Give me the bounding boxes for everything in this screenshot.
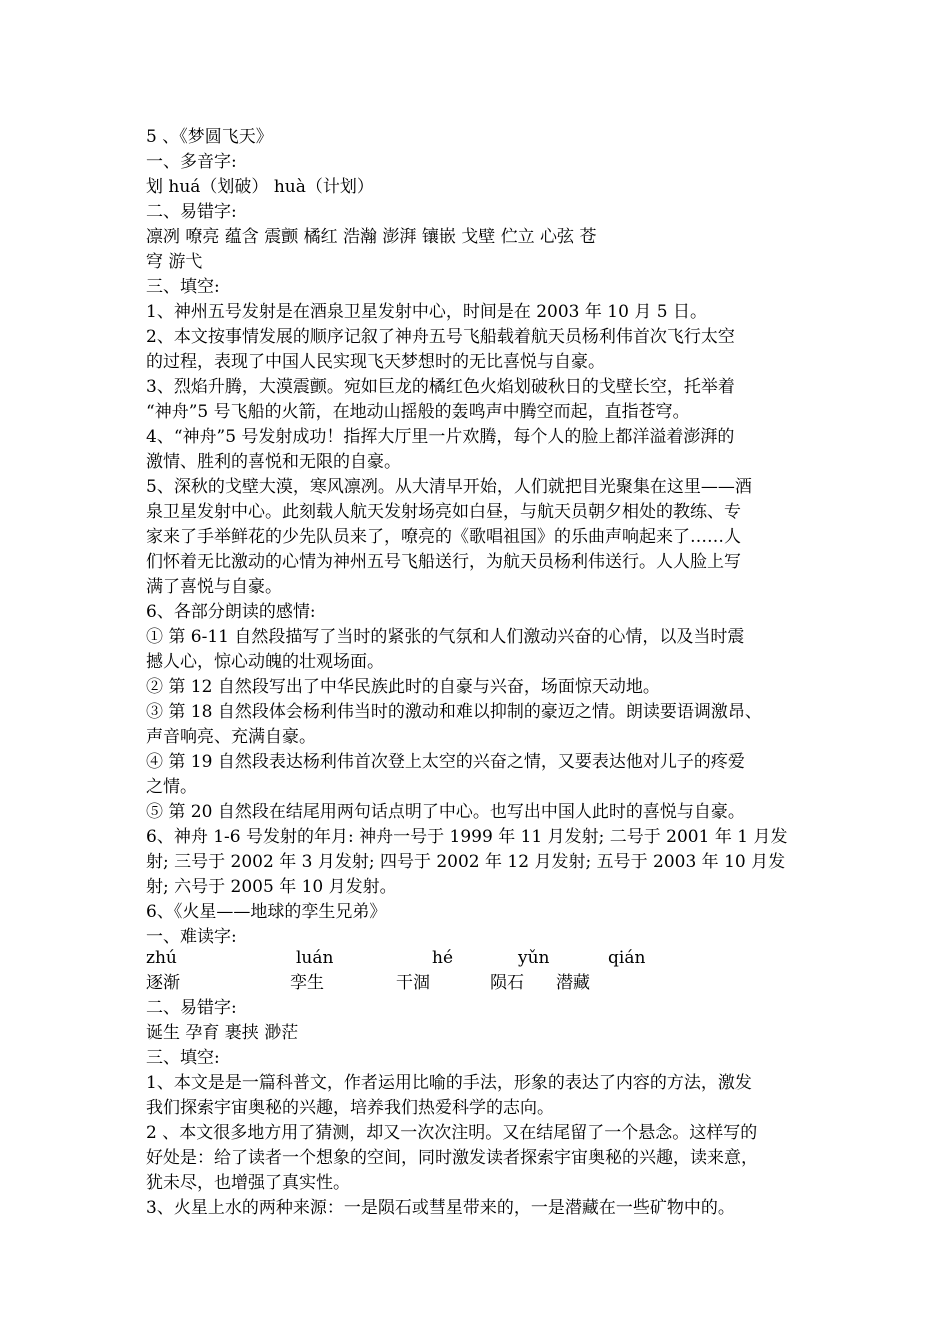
pinyin-qian: qián — [608, 948, 646, 968]
text-line: 家来了手举鲜花的少先队员来了，嘹亮的《歌唱祖国》的乐曲声响起来了……人 — [146, 527, 741, 547]
text-line: ② 第 12 自然段写出了中华民族此时的自豪与兴奋，场面惊天动地。 — [146, 677, 660, 697]
text-line: ③ 第 18 自然段体会杨利伟当时的激动和难以抑制的豪迈之情。朗读要语调激昂、 — [146, 702, 762, 722]
text-line: 1、本文是是一篇科普文，作者运用比喻的手法，形象的表达了内容的方法，激发 — [146, 1073, 752, 1093]
text-line: 4、“神舟”5 号发射成功！指挥大厅里一片欢腾，每个人的脸上都洋溢着澎湃的 — [146, 427, 735, 447]
pinyin-zhu: zhú — [146, 948, 177, 968]
text-line: 三、填空: — [146, 277, 220, 297]
pinyin-he: hé — [432, 948, 454, 968]
text-line: 满了喜悦与自豪。 — [146, 577, 282, 597]
word-yunshi: 陨石 — [490, 973, 524, 993]
text-line: 我们探索宇宙奥秘的兴趣，培养我们热爱科学的志向。 — [146, 1098, 554, 1118]
text-line: 激情、胜利的喜悦和无限的自豪。 — [146, 452, 401, 472]
text-line: 诞生 孕育 裹挟 渺茫 — [146, 1023, 299, 1043]
word-row — [146, 972, 816, 994]
text-line: 二、易错字: — [146, 202, 237, 222]
text-line: 6、各部分朗读的感情: — [146, 602, 316, 622]
text-line: 撼人心，惊心动魄的壮观场面。 — [146, 652, 384, 672]
text-line: 射; 六号于 2005 年 10 月发射。 — [146, 877, 397, 897]
text-line: 犹未尽，也增强了真实性。 — [146, 1173, 350, 1193]
word-zhujian: 逐渐 — [146, 973, 180, 993]
text-line: 的过程，表现了中国人民实现飞天梦想时的无比喜悦与自豪。 — [146, 352, 605, 372]
text-line: 2、本文按事情发展的顺序记叙了神舟五号飞船载着航天员杨利伟首次飞行太空 — [146, 327, 735, 347]
text-line: 5 、《梦圆飞天》 — [146, 127, 273, 147]
text-line: 6、神舟 1-6 号发射的年月: 神舟一号于 1999 年 11 月发射; 二号于 2001 年 1 月发 — [146, 827, 788, 847]
text-line: 划 huá（划破） huà（计划） — [146, 177, 374, 197]
text-line: 好处是：给了读者一个想象的空间，同时激发读者探索宇宙奥秘的兴趣，读来意， — [146, 1148, 758, 1168]
text-line: 1、神州五号发射是在酒泉卫星发射中心，时间是在 2003 年 10 月 5 日。 — [146, 302, 707, 322]
text-line: 之情。 — [146, 777, 197, 797]
text-line: 3、烈焰升腾，大漠震颤。宛如巨龙的橘红色火焰划破秋日的戈壁长空，托举着 — [146, 377, 735, 397]
text-line: 穹 游弋 — [146, 252, 203, 272]
text-line: 三、填空: — [146, 1048, 220, 1068]
text-line: “神舟”5 号飞船的火箭，在地动山摇般的轰鸣声中腾空而起，直指苍穹。 — [146, 402, 690, 422]
text-line: ⑤ 第 20 自然段在结尾用两句话点明了中心。也写出中国人此时的喜悦与自豪。 — [146, 802, 745, 822]
word-luansheng: 孪生 — [290, 973, 324, 993]
text-line: 一、难读字: — [146, 927, 237, 947]
text-line: 5、深秋的戈壁大漠，寒风凛冽。从大清早开始，人们就把目光聚集在这里——酒 — [146, 477, 752, 497]
word-gan-he: 干涸 — [396, 973, 430, 993]
text-line: 泉卫星发射中心。此刻载人航天发射场亮如白昼，与航天员朝夕相处的教练、专 — [146, 502, 741, 522]
pinyin-luan: luán — [296, 948, 334, 968]
text-line: ④ 第 19 自然段表达杨利伟首次登上太空的兴奋之情，又要表达他对儿子的疼爱 — [146, 752, 745, 772]
text-line: ① 第 6-11 自然段描写了当时的紧张的气氛和人们激动兴奋的心情，以及当时震 — [146, 627, 745, 647]
text-line: 3、火星上水的两种来源：一是陨石或彗星带来的，一是潜藏在一些矿物中的。 — [146, 1198, 735, 1218]
text-line: 凛冽 嘹亮 蕴含 震颤 橘红 浩瀚 澎湃 镶嵌 戈壁 伫立 心弦 苍 — [146, 227, 597, 247]
text-line: 射; 三号于 2002 年 3 月发射; 四号于 2002 年 12 月发射; 五号于 2003 年 10 月发 — [146, 852, 786, 872]
text-line: 2 、本文很多地方用了猜测，却又一次次注明。又在结尾留了一个悬念。这样写的 — [146, 1123, 758, 1143]
pinyin-yun: yǔn — [518, 948, 550, 968]
word-qiancang: 潜藏 — [556, 973, 590, 993]
text-line: 们怀着无比激动的心情为神州五号飞船送行，为航天员杨利伟送行。人人脸上写 — [146, 552, 741, 572]
text-line: 声音响亮、充满自豪。 — [146, 727, 316, 747]
text-line: 一、多音字: — [146, 152, 237, 172]
text-line: 二、易错字: — [146, 998, 237, 1018]
text-line: 6、《火星——地球的孪生兄弟》 — [146, 902, 387, 922]
pinyin-row — [146, 947, 816, 969]
